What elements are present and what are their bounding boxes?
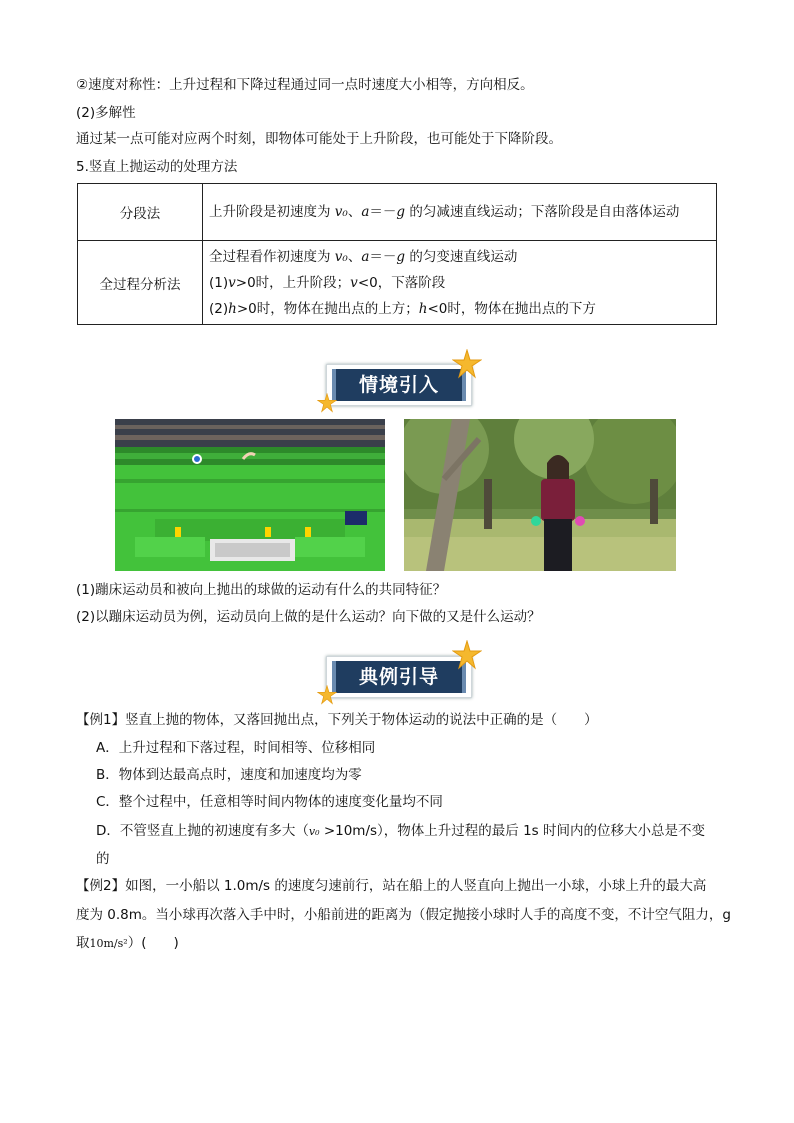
star-icon bbox=[452, 349, 482, 379]
star-icon bbox=[317, 685, 337, 705]
example1-option-b: B．物体到达最高点时，速度和加速度均为零 bbox=[96, 767, 362, 783]
star-icon bbox=[452, 640, 482, 670]
multi-solution-heading: (2)多解性 bbox=[76, 105, 136, 121]
method-whole-value: 全过程看作初速度为 v₀、a＝－g 的匀变速直线运动 (1)v>0时，上升阶段；v<0，下落阶段 (2)h>0时，物体在抛出点的上方；h<0时，物体在抛出点的下方 bbox=[203, 241, 717, 325]
example-banner bbox=[326, 656, 472, 698]
scenario-banner-label: 情境引入 bbox=[332, 369, 466, 401]
example2-line3: 取10m/s²）( ) bbox=[76, 935, 179, 951]
methods-table bbox=[77, 183, 717, 325]
method-whole-key: 全过程分析法 bbox=[78, 241, 203, 325]
example2-line2: 度为 0.8m。当小球再次落入手中时，小船前进的距离为（假定抛接小球时人手的高度不变，不计空气阻力，g bbox=[76, 907, 731, 923]
method-segment-value: 上升阶段是初速度为 v₀、a＝－g 的匀减速直线运动；下落阶段是自由落体运动 bbox=[203, 184, 717, 241]
example1-option-a: A．上升过程和下落过程，时间相等、位移相同 bbox=[96, 740, 376, 756]
question-1: (1)蹦床运动员和被向上抛出的球做的运动有什么的共同特征？ bbox=[76, 582, 447, 598]
example1-stem: 【例1】竖直上抛的物体，又落回抛出点，下列关于物体运动的说法中正确的是（ ） bbox=[76, 712, 598, 728]
example1-option-c: C．整个过程中，任意相等时间内物体的速度变化量均不同 bbox=[96, 794, 443, 810]
juggler-photo bbox=[404, 419, 676, 571]
example2-line1: 【例2】如图，一小船以 1.0m/s 的速度匀速前行，站在船上的人竖直向上抛出一小球，小球上升的最大高 bbox=[76, 878, 707, 894]
example1-option-d: D．不管竖直上抛的初速度有多大（v₀ >10m/s），物体上升过程的最后 1s 时间内的位移大小总是不变 bbox=[96, 823, 705, 839]
speed-symmetry-line: ②速度对称性：上升过程和下降过程通过同一点时速度大小相等，方向相反。 bbox=[76, 77, 534, 93]
method-segment-key: 分段法 bbox=[78, 184, 203, 241]
table-row bbox=[78, 241, 717, 325]
table-row bbox=[78, 184, 717, 241]
example1-option-d-cont: 的 bbox=[96, 851, 110, 867]
question-2: (2)以蹦床运动员为例，运动员向上做的是什么运动？向下做的又是什么运动？ bbox=[76, 609, 541, 625]
star-icon bbox=[317, 393, 337, 413]
example-banner-label: 典例引导 bbox=[332, 661, 466, 693]
trampoline-photo bbox=[115, 419, 385, 571]
multi-solution-text: 通过某一点可能对应两个时刻，即物体可能处于上升阶段，也可能处于下降阶段。 bbox=[76, 131, 562, 147]
method-heading: 5.竖直上抛运动的处理方法 bbox=[76, 159, 238, 175]
scenario-banner bbox=[326, 364, 472, 406]
